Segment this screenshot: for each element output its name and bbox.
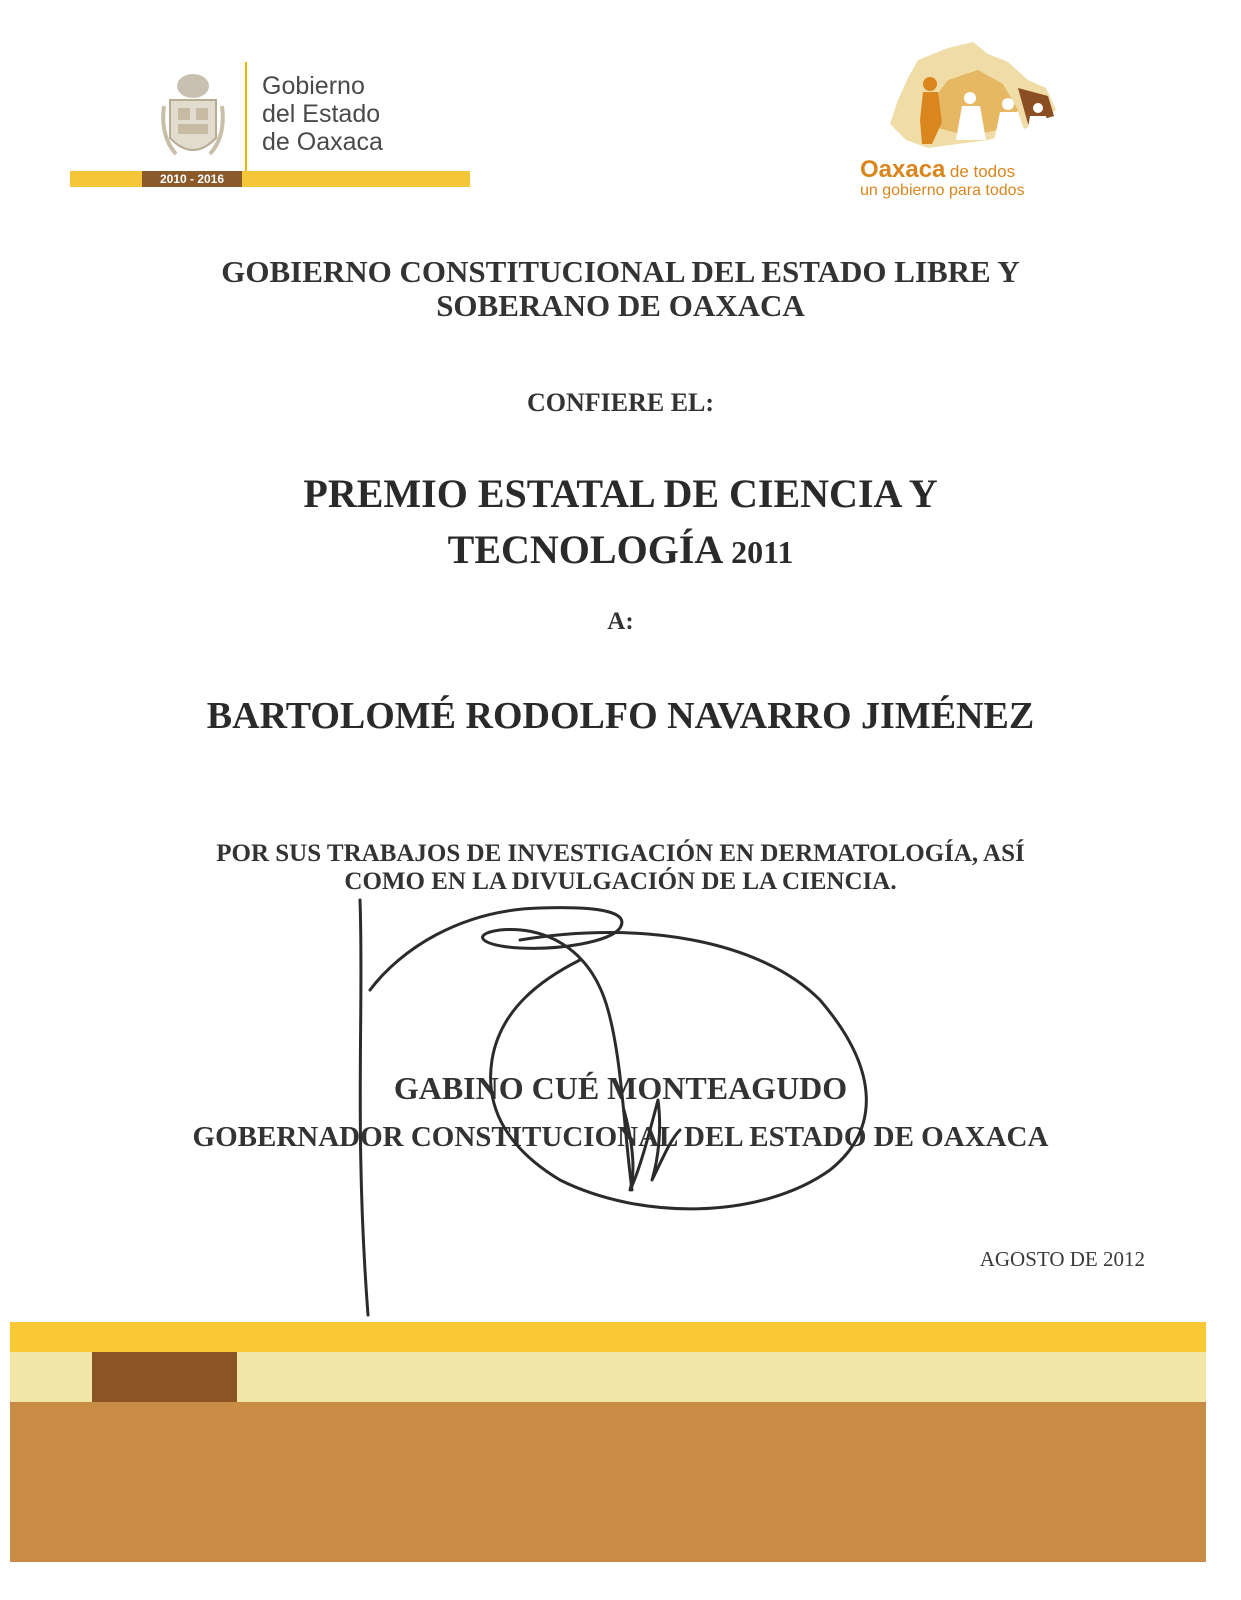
recipient-name: BARTOLOMÉ RODOLFO NAVARRO JIMÉNEZ <box>206 695 1035 737</box>
logo-yellow-bar <box>70 171 470 187</box>
state-crest-icon <box>158 66 228 166</box>
award-reason <box>0 840 1241 896</box>
award-line2-wrap <box>0 522 1241 580</box>
issuer-line1: GOBIERNO CONSTITUCIONAL DEL ESTADO LIBRE Y <box>221 254 1020 289</box>
award-year: 2011 <box>731 534 794 570</box>
footer-tan-band <box>10 1402 1206 1562</box>
reason-line2: COMO EN LA DIVULGACIÓN DE LA CIENCIA. <box>344 868 897 895</box>
campaign-name <box>860 156 1015 184</box>
government-logo <box>70 60 470 190</box>
signer-name: GABINO CUÉ MONTEAGUDO <box>393 1070 848 1106</box>
oaxaca-map-figures-icon <box>878 40 1058 155</box>
footer-brown-block <box>92 1352 237 1402</box>
confers-label: CONFIERE EL: <box>526 388 715 417</box>
award-line1: PREMIO ESTATAL DE CIENCIA Y <box>303 471 938 516</box>
term-years: 2010 - 2016 <box>142 171 242 187</box>
issuer-heading <box>0 255 1241 323</box>
issuer-line2: SOBERANO DE OAXACA <box>436 288 805 323</box>
government-name <box>262 72 383 156</box>
to-label: A: <box>607 608 634 635</box>
logo-divider <box>245 62 247 182</box>
award-line2: TECNOLOGÍA <box>447 527 722 572</box>
reason-line1: POR SUS TRABAJOS DE INVESTIGACIÓN EN DERMATOLOGÍA, ASÍ <box>216 840 1025 867</box>
footer-yellow-band <box>10 1322 1206 1352</box>
government-name-line2: del Estado <box>262 100 381 128</box>
issue-date: AGOSTO DE 2012 <box>979 1247 1145 1271</box>
signer-title: GOBERNADOR CONSTITUCIONAL DEL ESTADO DE OAXACA <box>192 1121 1049 1153</box>
campaign-slogan: un gobierno para todos <box>860 182 1025 199</box>
campaign-logo <box>860 40 1090 210</box>
award-title <box>0 466 1241 580</box>
government-name-line1: Gobierno <box>262 72 365 100</box>
campaign-name-suffix: de todos <box>949 162 1016 181</box>
campaign-name-main: Oaxaca <box>860 156 946 183</box>
handwritten-signature <box>340 890 880 1330</box>
government-name-line3: de Oaxaca <box>262 128 383 156</box>
